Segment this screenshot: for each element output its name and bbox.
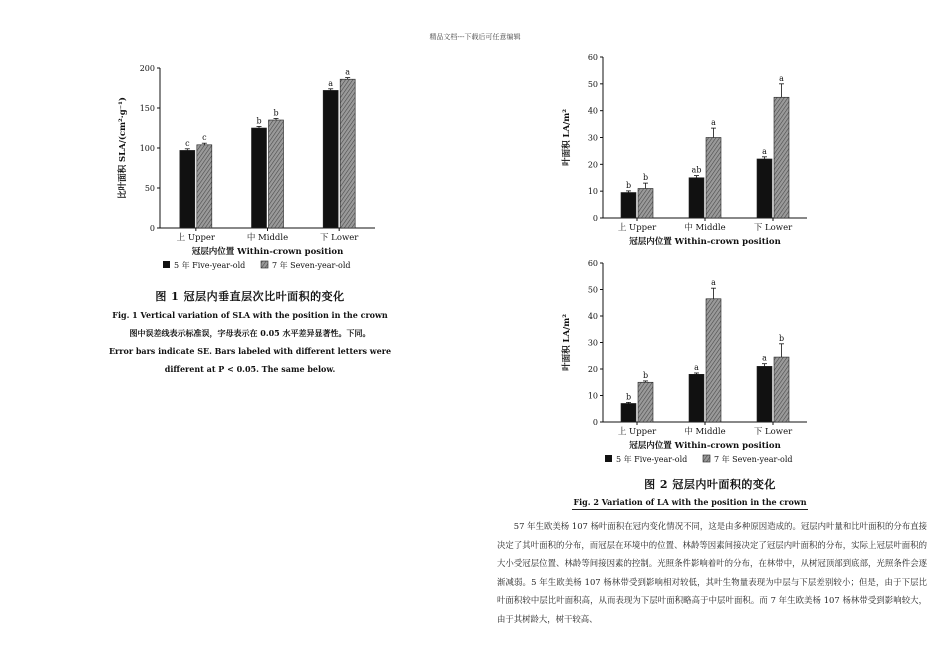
x-tick-label: 下 Lower — [753, 427, 793, 437]
x-axis-label: 冠层内位置 Within-crown position — [191, 247, 344, 257]
y-tick-label: 0 — [592, 418, 598, 427]
figure-2-top-chart — [555, 48, 825, 248]
x-axis-label: 冠层内位置 Within-crown position — [629, 237, 781, 247]
x-tick-label: 上 Upper — [617, 223, 657, 233]
bar — [621, 193, 636, 218]
x-tick-label: 中 Middle — [246, 233, 289, 243]
legend-label-five: 5 年 Five-year-old — [174, 261, 246, 270]
bar — [774, 357, 789, 422]
y-tick-label: 0 — [592, 214, 598, 223]
figure-1-chart — [115, 58, 390, 278]
significance-letter: a — [328, 78, 334, 88]
significance-letter: a — [779, 73, 784, 83]
significance-letter: b — [642, 173, 649, 183]
figure-2-title-en: Fig. 2 Variation of LA with the position in the crown — [573, 497, 807, 507]
y-tick-label: 50 — [144, 184, 155, 193]
y-tick-label: 20 — [587, 160, 598, 170]
x-tick-label: 下 Lower — [753, 223, 793, 233]
figure-2-caption-rule — [572, 509, 808, 510]
significance-letter: ab — [691, 165, 702, 175]
bar — [757, 366, 772, 422]
y-tick-label: 40 — [587, 312, 598, 321]
bar — [621, 403, 636, 422]
legend-label-seven: 7 年 Seven-year-old — [714, 455, 793, 464]
y-tick-label: 40 — [587, 106, 598, 116]
bar — [689, 178, 704, 218]
significance-letter: a — [762, 146, 767, 156]
body-paragraph: 57 年生欧美杨 107 杨叶面积在冠内变化情况不同，这是由多种原因造成的。冠层内叶量和比叶面积的分布直接决定了其叶面积的分布，而冠层在环境中的位置、林龄等因素间接决定了冠层内叶面积的分布，实际上冠层叶面积的大小受冠层位置、林龄等间接因素的控制。光照条件影响着叶的分布，在林带中，从树冠顶部到底部，光照条件会逐渐减弱。5 年生欧美杨 107 杨林带受到影响相对较低，其叶生物量表现为中层与下层差别较小；但是，由于下层比叶面积较中层比叶面积高，从而表现为下层叶面积略高于中层叶面积。而 7 年生欧美杨 107 杨林带受到影响较大，由于其树龄大，树干较高、 — [497, 521, 927, 624]
y-tick-label: 50 — [587, 79, 598, 89]
bar — [180, 150, 195, 228]
y-tick-label: 10 — [587, 391, 598, 401]
significance-letter: a — [711, 278, 716, 288]
significance-letter: a — [711, 118, 716, 128]
y-tick-label: 10 — [587, 187, 598, 197]
y-tick-label: 30 — [587, 133, 598, 143]
figure-1-title-en: Fig. 1 Vertical variation of SLA with the position in the crown — [112, 310, 388, 320]
figure-1-note-en-1: Error bars indicate SE. Bars labeled with different letters were — [108, 346, 392, 356]
x-axis-label: 冠层内位置 Within-crown position — [629, 441, 781, 451]
bar — [706, 299, 721, 422]
y-tick-label: 20 — [587, 365, 598, 374]
y-tick-label: 150 — [139, 104, 155, 113]
significance-letter: b — [273, 108, 279, 118]
figure-1-note-cn: 图中误差线表示标准误，字母表示在 0.05 水平差异显著性。下同。 — [129, 328, 371, 338]
bar — [638, 382, 653, 422]
x-tick-label: 中 Middle — [684, 427, 726, 437]
figure-1-title-cn: 图 1 冠层内垂直层次比叶面积的变化 — [155, 290, 345, 303]
bar — [252, 128, 267, 228]
figure-2-title-cn: 图 2 冠层内叶面积的变化 — [644, 478, 776, 491]
significance-letter: a — [694, 362, 699, 372]
significance-letter: b — [642, 370, 649, 380]
bar — [197, 145, 212, 228]
x-tick-label: 中 Middle — [684, 223, 726, 233]
significance-letter: a — [762, 353, 767, 363]
y-axis-label: 叶面积 LA/m² — [562, 314, 572, 371]
bar — [706, 138, 721, 219]
x-tick-label: 下 Lower — [319, 233, 359, 243]
body-text — [497, 517, 927, 629]
y-tick-label: 30 — [587, 338, 598, 348]
significance-letter: b — [625, 180, 632, 190]
significance-letter: b — [625, 392, 632, 402]
y-tick-label: 0 — [149, 224, 155, 233]
y-tick-label: 60 — [587, 259, 598, 268]
bar — [638, 188, 653, 218]
bar — [757, 159, 772, 218]
header-note: 精品文档---下载后可任意编辑 — [429, 33, 521, 41]
y-axis-label: 叶面积 LA/m² — [562, 109, 572, 166]
y-tick-label: 100 — [139, 144, 155, 153]
significance-letter: c — [202, 133, 207, 143]
x-tick-label: 上 Upper — [617, 427, 657, 437]
significance-letter: a — [345, 67, 351, 77]
legend-swatch-seven — [261, 261, 268, 268]
bar — [689, 374, 704, 422]
x-tick-label: 上 Upper — [176, 233, 216, 243]
bar — [323, 90, 338, 228]
legend-label-five: 5 年 Five-year-old — [616, 455, 688, 464]
legend-label-seven: 7 年 Seven-year-old — [272, 261, 351, 270]
y-tick-label: 60 — [587, 53, 598, 62]
bar — [340, 79, 355, 228]
significance-letter: c — [185, 138, 190, 148]
figure-1-note-en-2: different at P < 0.05. The same below. — [164, 364, 336, 374]
y-tick-label: 50 — [587, 285, 598, 295]
figure-2-bottom-chart — [555, 254, 825, 470]
legend-swatch-seven — [703, 455, 710, 462]
bar — [774, 97, 789, 218]
significance-letter: b — [256, 116, 262, 126]
legend-swatch-five — [163, 261, 170, 268]
y-axis-label: 比叶面积 SLA/(cm²·g⁻¹) — [118, 97, 128, 199]
legend-swatch-five — [605, 455, 612, 462]
bar — [269, 120, 284, 228]
significance-letter: b — [778, 333, 785, 343]
y-tick-label: 200 — [139, 64, 155, 73]
